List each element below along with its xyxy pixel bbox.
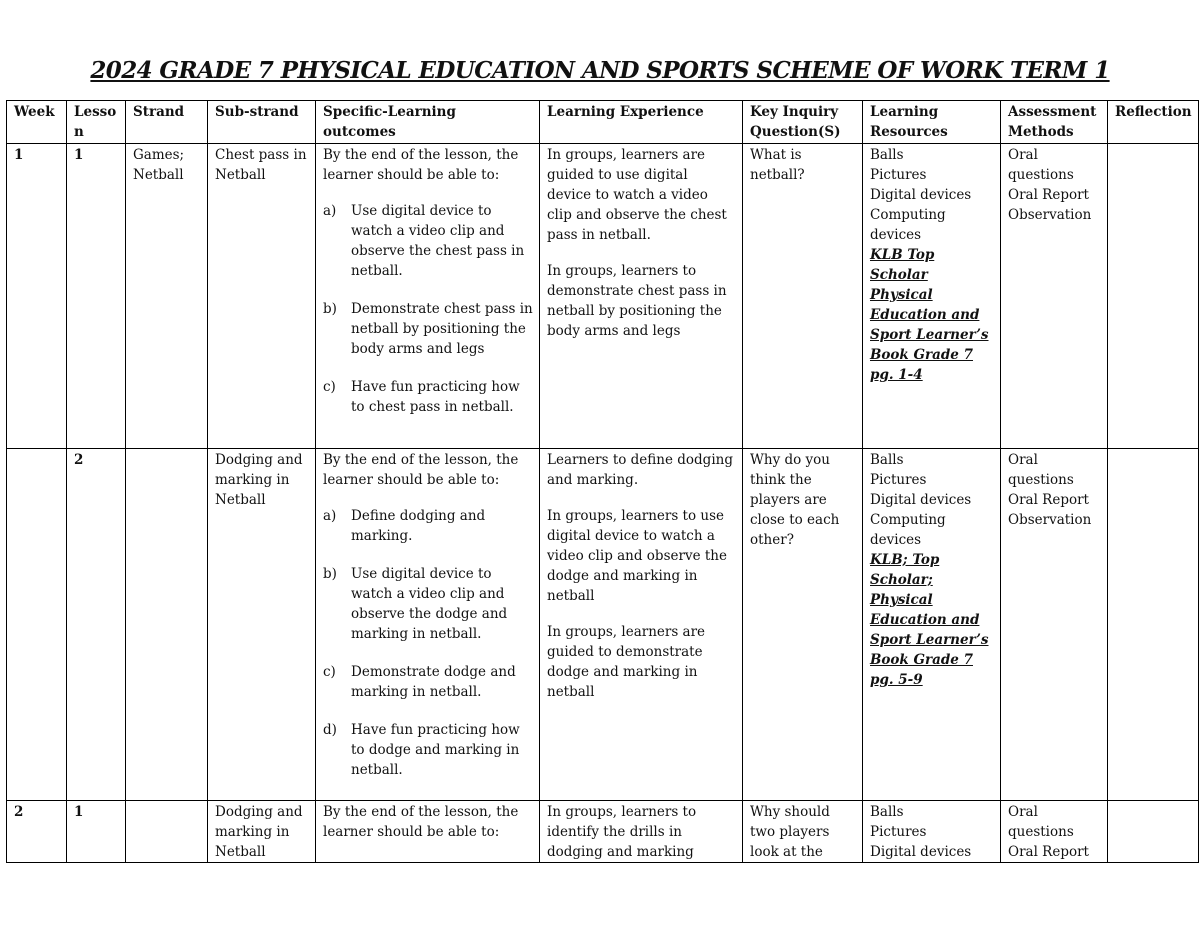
experience-cell — [540, 801, 743, 863]
table-row — [7, 801, 1199, 863]
inquiry-cell: Why should two players look at the — [743, 801, 863, 863]
assessment-item: Oral Report — [1008, 844, 1089, 860]
assessment-item: Observation — [1008, 512, 1092, 528]
experience-paragraph: In groups, learners are guided to demonstrate dodge and marking in netball — [547, 624, 706, 700]
week-cell — [7, 449, 67, 801]
outcomes-cell — [316, 144, 540, 449]
experience-paragraph: In groups, learners to demonstrate chest pass in netball by positioning the body arms and legs — [547, 263, 727, 339]
resource-item: Pictures — [870, 824, 927, 840]
assessment-cell — [1001, 801, 1108, 863]
assessment-cell — [1001, 449, 1108, 801]
header-week: Week — [7, 101, 67, 144]
header-assessment: Assessment Methods — [1001, 101, 1108, 144]
table-row — [7, 449, 1199, 801]
outcomes-cell — [316, 801, 540, 863]
book-reference: KLB Top Scholar Physical Education and Sport Learner’s Book Grade 7 pg. 1-4 — [870, 247, 989, 383]
experience-paragraph: In groups, learners are guided to use digital device to watch a video clip and observe the chest pass in netball. — [547, 147, 727, 243]
reflection-cell — [1108, 801, 1199, 863]
strand-cell — [126, 449, 208, 801]
scheme-of-work-table — [6, 100, 1199, 863]
substrand-cell: Chest pass in Netball — [208, 144, 316, 449]
header-strand: Strand — [126, 101, 208, 144]
resource-item: Computing devices — [870, 207, 946, 243]
header-experience: Learning Experience — [540, 101, 743, 144]
assessment-item: Oral questions — [1008, 147, 1074, 183]
list-item: a) Define dodging and marking. — [323, 508, 486, 544]
header-lesson: Lesso n — [67, 101, 126, 144]
assessment-item: Oral Report — [1008, 492, 1089, 508]
substrand-cell: Dodging and marking in Netball — [208, 801, 316, 863]
list-item: d) Have fun practicing how to dodge and marking in netball. — [323, 722, 520, 778]
table-row — [7, 144, 1199, 449]
list-item: c) Have fun practicing how to chest pass in netball. — [323, 379, 520, 415]
strand-cell: Games; Netball — [126, 144, 208, 449]
header-substrand: Sub-strand — [208, 101, 316, 144]
resource-item: Balls — [870, 804, 904, 820]
resource-item: Digital devices — [870, 844, 972, 860]
book-reference: KLB; Top Scholar; Physical Education and Sport Learner’s Book Grade 7 pg. 5-9 — [870, 552, 989, 688]
outcome-list — [323, 506, 533, 780]
lesson-cell: 1 — [67, 144, 126, 449]
outcome-intro: By the end of the lesson, the learner should be able to: — [323, 452, 519, 488]
resource-item: Pictures — [870, 472, 927, 488]
resources-cell — [863, 144, 1001, 449]
reflection-cell — [1108, 144, 1199, 449]
strand-cell — [126, 801, 208, 863]
resource-item: Balls — [870, 452, 904, 468]
resource-item: Digital devices — [870, 492, 972, 508]
outcome-intro: By the end of the lesson, the learner should be able to: — [323, 804, 519, 840]
inquiry-cell: Why do you think the players are close to each other? — [743, 449, 863, 801]
header-outcomes: Specific-Learning outcomes — [316, 101, 540, 144]
list-item: c) Demonstrate dodge and marking in netball. — [323, 664, 516, 700]
header-reflection: Reflection — [1108, 101, 1199, 144]
assessment-item: Observation — [1008, 207, 1092, 223]
lesson-cell: 1 — [67, 801, 126, 863]
experience-cell — [540, 449, 743, 801]
assessment-cell — [1001, 144, 1108, 449]
resources-cell — [863, 801, 1001, 863]
resource-item: Digital devices — [870, 187, 972, 203]
lesson-cell: 2 — [67, 449, 126, 801]
resource-item: Balls — [870, 147, 904, 163]
header-inquiry: Key Inquiry Question(S) — [743, 101, 863, 144]
experience-paragraph: In groups, learners to use digital device to watch a video clip and observe the dodge and marking in netball — [547, 508, 727, 604]
week-cell: 1 — [7, 144, 67, 449]
assessment-item: Oral questions — [1008, 804, 1074, 840]
assessment-item: Oral questions — [1008, 452, 1074, 488]
experience-paragraph: Learners to define dodging and marking. — [547, 452, 733, 488]
substrand-cell: Dodging and marking in Netball — [208, 449, 316, 801]
outcome-intro: By the end of the lesson, the learner should be able to: — [323, 147, 519, 183]
resource-item: Pictures — [870, 167, 927, 183]
list-item: b) Demonstrate chest pass in netball by positioning the body arms and legs — [323, 301, 533, 357]
outcomes-cell — [316, 449, 540, 801]
experience-cell — [540, 144, 743, 449]
inquiry-cell: What is netball? — [743, 144, 863, 449]
reflection-cell — [1108, 449, 1199, 801]
experience-paragraph: In groups, learners to identify the drills in dodging and marking — [547, 804, 697, 860]
assessment-item: Oral Report — [1008, 187, 1089, 203]
document-title: 2024 GRADE 7 PHYSICAL EDUCATION AND SPORTS SCHEME OF WORK TERM 1 — [90, 57, 1110, 84]
resources-cell — [863, 449, 1001, 801]
list-item: b) Use digital device to watch a video clip and observe the dodge and marking in netball. — [323, 566, 508, 642]
header-resources: Learning Resources — [863, 101, 1001, 144]
week-cell: 2 — [7, 801, 67, 863]
outcome-list — [323, 201, 533, 417]
list-item: a) Use digital device to watch a video clip and observe the chest pass in netball. — [323, 203, 525, 279]
resource-item: Computing devices — [870, 512, 946, 548]
header-row — [7, 101, 1199, 144]
